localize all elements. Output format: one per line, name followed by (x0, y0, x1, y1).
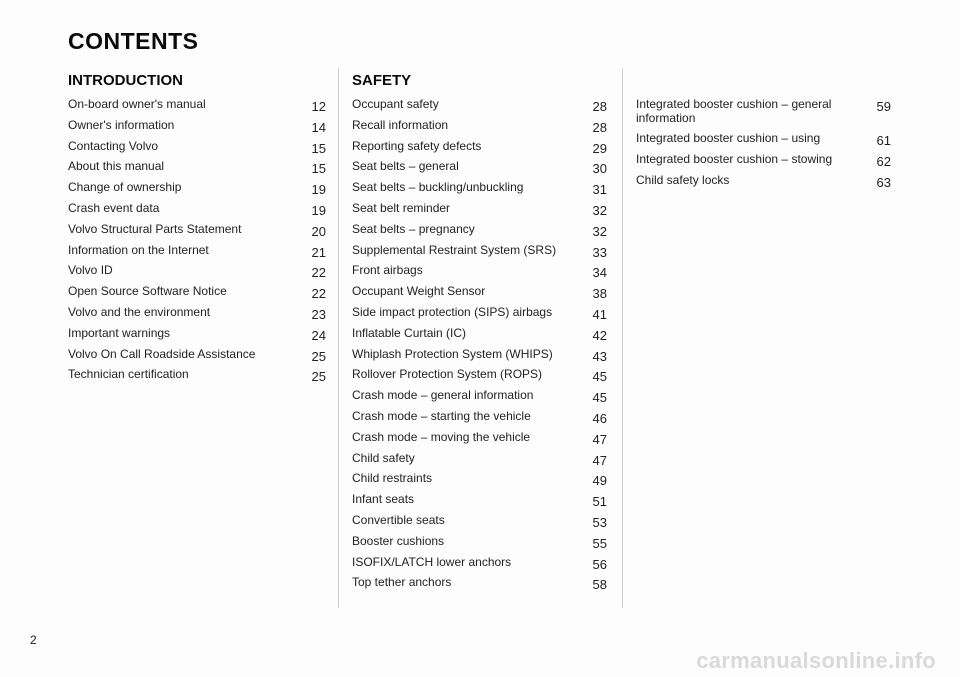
toc-entry-page: 15 (311, 140, 326, 156)
toc-entry[interactable] (68, 198, 326, 219)
toc-entry-page: 47 (592, 431, 607, 447)
toc-entry[interactable] (68, 281, 326, 302)
toc-entry-page: 19 (311, 182, 326, 198)
toc-entry-title: Supplemental Restraint System (SRS) (352, 242, 557, 257)
toc-column-safety (352, 68, 607, 593)
toc-entry-page: 31 (592, 182, 607, 198)
toc-entry[interactable] (352, 344, 607, 365)
toc-entry-title: Contacting Volvo (68, 138, 159, 153)
toc-entry-title: Integrated booster cushion – stowing (636, 151, 833, 166)
toc-entry[interactable] (352, 302, 607, 323)
toc-entry[interactable] (68, 344, 326, 365)
toc-entry-title: Volvo ID (68, 263, 113, 278)
toc-entry-page: 43 (592, 348, 607, 364)
toc-entry[interactable] (352, 489, 607, 510)
toc-entry[interactable] (68, 364, 326, 385)
toc-entry-page: 61 (876, 133, 891, 148)
toc-entry-page: 58 (592, 577, 607, 593)
toc-entry-page: 19 (311, 202, 326, 218)
toc-entry-page: 46 (592, 410, 607, 426)
toc-entries (352, 94, 607, 593)
toc-entry-title: Inflatable Curtain (IC) (352, 325, 467, 340)
toc-column-introduction (68, 68, 326, 385)
toc-entry[interactable] (68, 323, 326, 344)
toc-entry-page: 34 (592, 265, 607, 281)
toc-entry[interactable] (68, 94, 326, 115)
toc-entry-page: 33 (592, 244, 607, 260)
toc-entry-page: 25 (311, 369, 326, 385)
toc-entry[interactable] (636, 170, 891, 191)
toc-entry-page: 45 (592, 369, 607, 385)
toc-entry[interactable] (352, 468, 607, 489)
toc-entry-title: Front airbags (352, 263, 423, 278)
toc-entry-page: 62 (876, 153, 891, 169)
toc-entry[interactable] (68, 115, 326, 136)
toc-entry[interactable] (636, 94, 891, 128)
toc-entry[interactable] (68, 260, 326, 281)
toc-entry-title: Top tether anchors (352, 575, 452, 590)
toc-entry-title: Volvo Structural Parts Statement (68, 221, 242, 236)
toc-entry-page: 49 (592, 473, 607, 489)
page-number: 2 (30, 633, 37, 647)
toc-entry[interactable] (352, 385, 607, 406)
toc-entry[interactable] (68, 240, 326, 261)
toc-entry-title: Occupant Weight Sensor (352, 284, 486, 299)
toc-entry-title: Crash mode – general information (352, 388, 534, 403)
toc-entry[interactable] (352, 219, 607, 240)
toc-entry-title: Open Source Software Notice (68, 284, 227, 299)
toc-entry-title: Rollover Protection System (ROPS) (352, 367, 543, 382)
toc-entries (636, 94, 891, 190)
toc-entry[interactable] (352, 240, 607, 261)
toc-entry-title: Important warnings (68, 325, 171, 340)
toc-entry-title: Child safety (352, 450, 415, 465)
toc-entry-page: 14 (311, 119, 326, 135)
toc-entry-title: Booster cushions (352, 533, 445, 548)
toc-entry[interactable] (68, 177, 326, 198)
toc-entry-page: 24 (311, 327, 326, 343)
toc-entry-page: 51 (592, 494, 607, 510)
toc-entry-title: Child restraints (352, 471, 433, 486)
section-heading-safety: SAFETY (352, 72, 412, 89)
toc-entry[interactable] (68, 302, 326, 323)
toc-entry[interactable] (352, 198, 607, 219)
toc-entries (68, 94, 326, 385)
toc-entry[interactable] (352, 177, 607, 198)
toc-entry-page: 47 (592, 452, 607, 468)
toc-entry-page: 32 (592, 202, 607, 218)
toc-entry-page: 12 (311, 99, 326, 114)
toc-entry-title: Crash mode – moving the vehicle (352, 429, 531, 444)
toc-entry-title: Volvo On Call Roadside Assistance (68, 346, 256, 361)
toc-entry[interactable] (352, 406, 607, 427)
toc-entry-page: 38 (592, 286, 607, 302)
toc-entry-page: 45 (592, 390, 607, 406)
toc-entry[interactable] (68, 219, 326, 240)
toc-entry[interactable] (636, 149, 891, 170)
toc-entry-page: 21 (311, 244, 326, 260)
toc-entry[interactable] (68, 136, 326, 157)
toc-entry-title: Owner's information (68, 117, 175, 132)
toc-entry-title: About this manual (68, 159, 165, 174)
toc-entry[interactable] (68, 156, 326, 177)
toc-entry-page: 23 (311, 306, 326, 322)
column-divider (622, 68, 623, 608)
toc-entry-page: 63 (876, 174, 891, 190)
page-title: CONTENTS (68, 28, 199, 54)
toc-entry-title: Infant seats (352, 492, 415, 507)
toc-entry-title: Whiplash Protection System (WHIPS) (352, 346, 553, 361)
toc-entry-title: Child safety locks (636, 172, 730, 187)
toc-entry[interactable] (352, 281, 607, 302)
toc-entry-title: Recall information (352, 117, 449, 132)
toc-entry[interactable] (352, 156, 607, 177)
toc-entry[interactable] (636, 128, 891, 149)
toc-entry-title: Crash mode – starting the vehicle (352, 408, 531, 423)
toc-entry-page: 29 (592, 140, 607, 156)
toc-entry[interactable] (352, 427, 607, 448)
toc-entry-title: Seat belts – buckling/unbuckling (352, 180, 524, 195)
toc-entry[interactable] (352, 448, 607, 469)
toc-entry[interactable] (352, 115, 607, 136)
toc-entry[interactable] (352, 94, 607, 115)
toc-entry[interactable] (352, 552, 607, 573)
toc-entry-title: Change of ownership (68, 180, 182, 195)
watermark: carmanualsonline.info (696, 648, 936, 673)
toc-entry-page: 30 (592, 161, 607, 177)
toc-entry[interactable] (352, 323, 607, 344)
toc-entry-title: Side impact protection (SIPS) airbags (352, 304, 553, 319)
toc-entry-page: 56 (592, 556, 607, 572)
toc-entry-title: Integrated booster cushion – using (636, 131, 821, 145)
toc-entry-title: Reporting safety defects (352, 138, 482, 153)
toc-entry-page: 53 (592, 514, 607, 530)
toc-entry[interactable] (352, 510, 607, 531)
toc-entry-page: 22 (311, 286, 326, 302)
toc-entry-title: Volvo and the environment (68, 304, 211, 319)
toc-entry-page: 20 (311, 223, 326, 239)
toc-entry-page: 22 (311, 265, 326, 281)
toc-entry[interactable] (352, 260, 607, 281)
toc-entry-page: 59 (876, 99, 891, 114)
section-heading-introduction: INTRODUCTION (68, 72, 183, 89)
toc-entry-title: Technician certification (68, 367, 189, 382)
toc-entry-page: 32 (592, 223, 607, 239)
toc-entry-page: 55 (592, 535, 607, 551)
toc-entry-title: Seat belts – pregnancy (352, 221, 475, 236)
toc-entry-title: Information on the Internet (68, 242, 209, 257)
toc-column-safety-continued (636, 68, 891, 190)
toc-entry-title: Integrated booster cushion – general information (636, 97, 832, 125)
toc-entry-title: ISOFIX/LATCH lower anchors (352, 554, 512, 569)
toc-entry-title: Crash event data (68, 200, 160, 215)
toc-entry[interactable] (352, 136, 607, 157)
toc-entry-page: 28 (592, 119, 607, 135)
toc-entry[interactable] (352, 572, 607, 593)
toc-entry-page: 28 (592, 99, 607, 114)
toc-entry[interactable] (352, 531, 607, 552)
toc-entry-title: Occupant safety (352, 97, 439, 111)
toc-entry[interactable] (352, 364, 607, 385)
toc-entry-title: Seat belt reminder (352, 200, 451, 215)
toc-entry-page: 25 (311, 348, 326, 364)
toc-entry-title: Seat belts – general (352, 159, 459, 174)
toc-entry-title: Convertible seats (352, 512, 445, 527)
toc-entry-title: On-board owner's manual (68, 97, 206, 111)
toc-entry-page: 15 (311, 161, 326, 177)
toc-entry-page: 41 (592, 306, 607, 322)
toc-entry-page: 42 (592, 327, 607, 343)
column-divider (338, 68, 339, 608)
